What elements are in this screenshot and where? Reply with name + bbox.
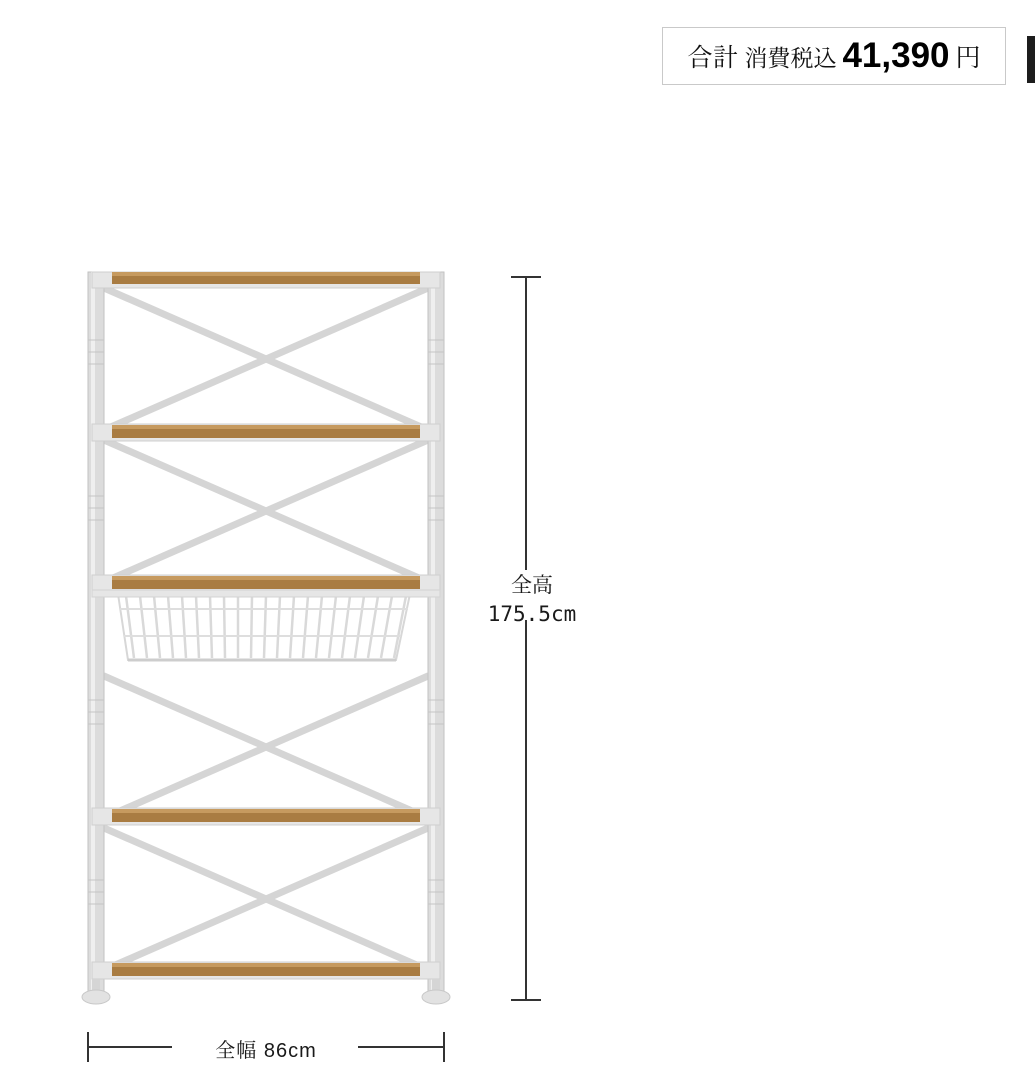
tax-included-label: 消費税込 — [744, 44, 837, 71]
width-dimension-label: 全幅 86cm — [176, 1038, 356, 1065]
currency-suffix: 円 — [955, 44, 981, 72]
wire-basket — [92, 590, 440, 660]
right-post — [428, 272, 444, 1002]
height-dimension-line — [511, 277, 541, 1000]
height-dimension-value: 175.5cm — [487, 602, 577, 627]
height-dimension-label — [452, 572, 612, 629]
height-dimension-title: 全高 — [511, 574, 553, 597]
third-wood-shelf — [92, 575, 440, 592]
total-amount: 41,390 — [842, 36, 950, 75]
bottom-wood-shelf — [92, 962, 440, 979]
fourth-wood-shelf — [92, 808, 440, 825]
adjuster-foot-right — [422, 979, 450, 1004]
adjuster-foot-left — [82, 979, 110, 1004]
total-label: 合計 — [687, 44, 739, 72]
left-post — [88, 272, 104, 1002]
second-wood-shelf — [92, 424, 440, 441]
top-wood-shelf — [92, 272, 440, 288]
